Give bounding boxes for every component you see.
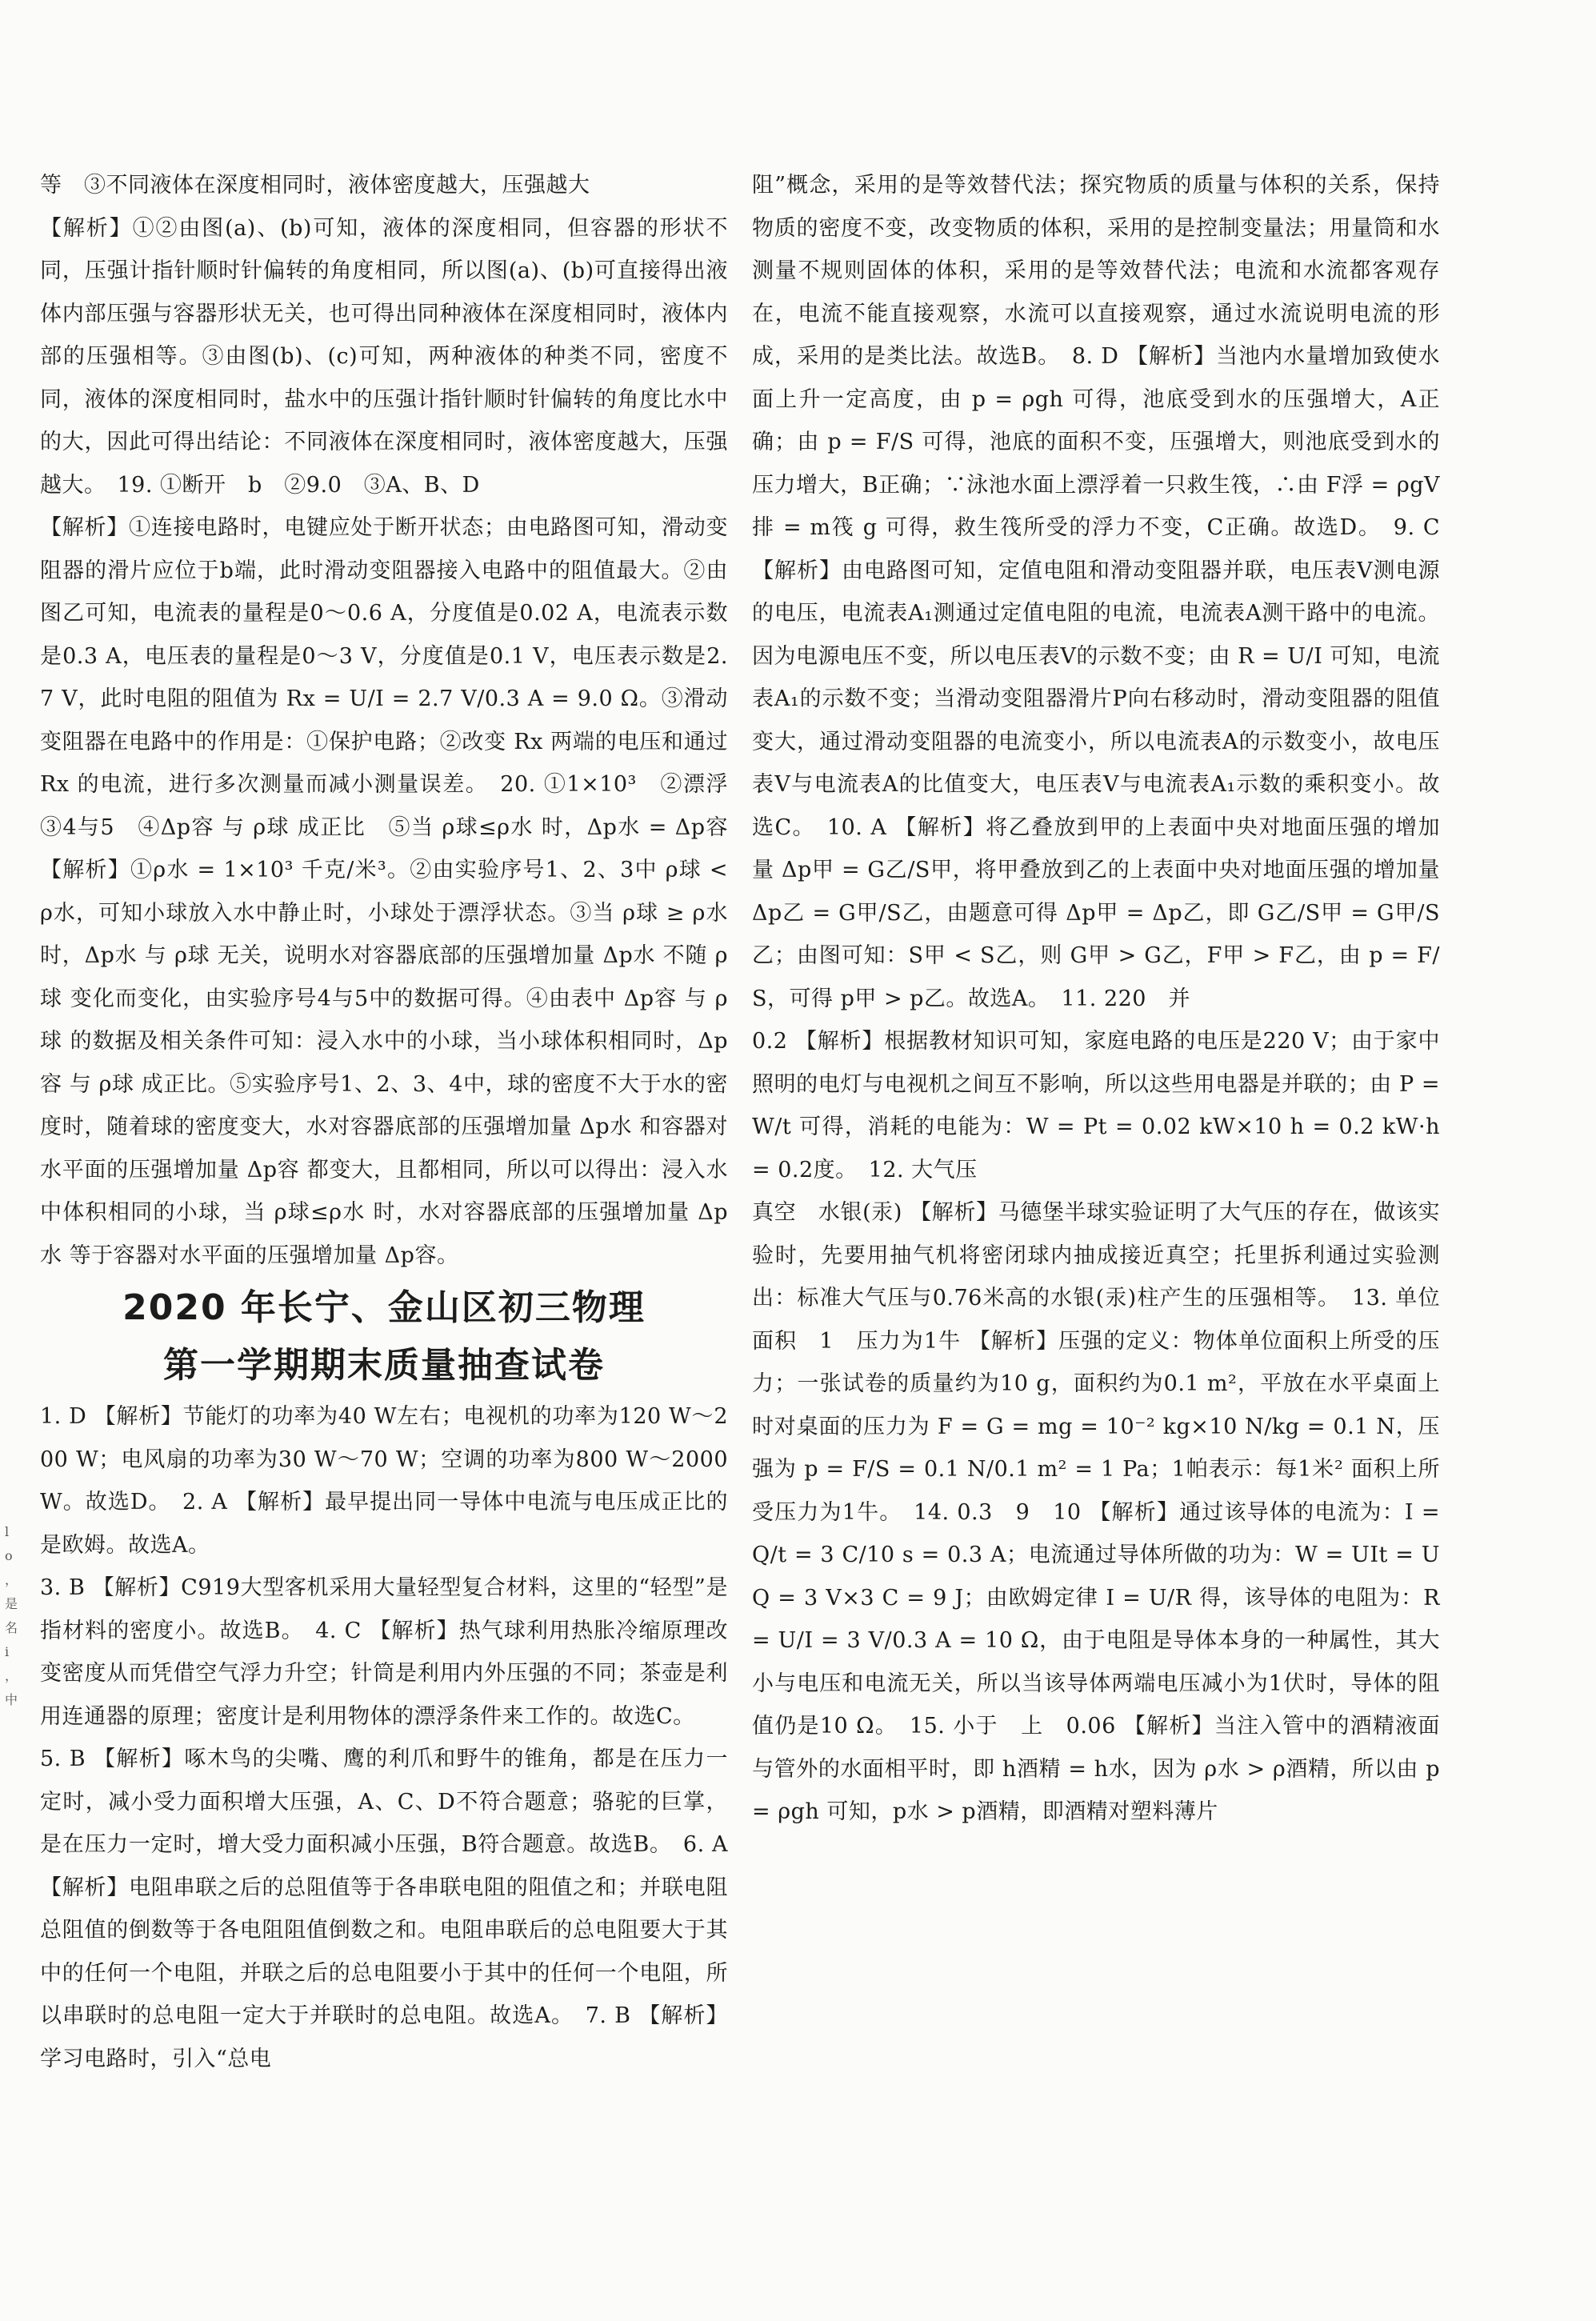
answer-paragraph: 真空 水银(汞) 【解析】马德堡半球实验证明了大气压的存在，做该实验时，先要用抽气机将密闭球内抽成接近真空；托里拆利通过实验测出：标准大气压与0.76米高的水银(汞)柱产生的压强相等。 13. 单位面积 1 压力为1牛 【解析】压强的定义：物体单位面积上所受的压力；一张试卷的质量约为10 g，面积约为0.1 m²，平放在水平桌面上时对桌面的压力为 F = G = mg = 10⁻² kg×10 N/kg = 0.1 N，压强为 p = F/S = 0.1 N/0.1 m² = 1 Pa；1帕表示：每1米² 面积上所受压力为1牛。 14. 0.3 9 10 【解析】通过该导体的电流为：I = Q/t = 3 C/10 s = 0.3 A；电流通过导体所做的功为：W = UIt = UQ = 3 V×3 C = 9 J；由欧姆定律 I = U/R 得，该导体的电阻为：R = U/I = 3 V/0.3 A = 10 Ω，由于电阻是导体本身的一种属性，其大小与电压和电流无关，所以当该导体两端电压减小为1伏时，导体的阻值仍是10 Ω。 15. 小于 上 0.06 【解析】当注入管中的酒精液面与管外的水面相平时，即 h酒精 = h水，因为 ρ水 > ρ酒精，所以由 p = ρgh 可知，p水 > p酒精，即酒精对塑料薄片 [752,1200,1440,1824]
answer-paragraph: 5. B 【解析】啄木鸟的尖嘴、鹰的利爪和野牛的锥角，都是在压力一定时，减小受力面积增大压强，A、C、D不符合题意；骆驼的巨掌，是在压力一定时，增大受力面积减小压强，B符合题意。故选B。 6. A 【解析】电阻串联之后的总阻值等于各串联电阻的阻值之和；并联电阻总阻值的倒数等于各电阻阻值倒数之和。电阻串联后的总电阻要大于其中的任何一个电阻，并联之后的总电阻要小于其中的任何一个电阻，所以串联时的总电阻一定大于并联时的总电阻。故选A。 7. B 【解析】学习电路时，引入“总电 [40,1747,728,2071]
answer-paragraph: 1. D 【解析】节能灯的功率为40 W左右；电视机的功率为120 W～200 W；电风扇的功率为30 W～70 W；空调的功率为800 W～2000 W。故选D。 2. A 【解析】最早提出同一导体中电流与电压成正比的是欧姆。故选A。 [40,1404,728,1558]
section-title-line2: 第一学期期末质量抽查试卷 [163,1345,605,1386]
answer-paragraph: 阻”概念，采用的是等效替代法；探究物质的质量与体积的关系，保持物质的密度不变，改变物质的体积，采用的是控制变量法；用量筒和水测量不规则固体的体积，采用的是等效替代法；电流和水流都客观存在，电流不能直接观察，水流可以直接观察，通过水流说明电流的形成，采用的是类比法。故选B。 8. D 【解析】当池内水量增加致使水面上升一定高度，由 p = ρgh 可得，池底受到水的压强增大，A正确；由 p = F/S 可得，池底的面积不变，压强增大，则池底受到水的压力增大，B正确；∵泳池水面上漂浮着一只救生筏，∴由 F浮 = ρgV排 = m筏 g 可得，救生筏所受的浮力不变，C正确。故选D。 9. C 【解析】由电路图可知，定值电阻和滑动变阻器并联，电压表V测电源的电压，电流表A₁测通过定值电阻的电流，电流表A测干路中的电流。因为电源电压不变，所以电压表V的示数不变；由 R = U/I 可知，电流表A₁的示数不变；当滑动变阻器滑片P向右移动时，滑动变阻器的阻值变大，通过滑动变阻器的电流变小，所以电流表A的示数变小，故电压表V与电流表A的比值变大，电压表V与电流表A₁示数的乘积变小。故选C。 10. A 【解析】将乙叠放到甲的上表面中央对地面压强的增加量 Δp甲 = G乙/S甲，将甲叠放到乙的上表面中央对地面压强的增加量 Δp乙 = G甲/S乙，由题意可得 Δp甲 = Δp乙，即 G乙/S甲 = G甲/S乙；由图可知：S甲 < S乙，则 G甲 > G乙，F甲 > F乙，由 p = F/S，可得 p甲 > p乙。故选A。 11. 220 并 [752,173,1440,1011]
answer-paragraph: 0.2 【解析】根据教材知识可知，家庭电路的电压是220 V；由于家中照明的电灯与电视机之间互不影响，所以这些用电器是并联的；由 P = W/t 可得，消耗的电能为：W = Pt = 0.02 kW×10 h = 0.2 kW·h = 0.2度。 12. 大气压 [752,1029,1440,1183]
edge-mark: ， [5,1572,18,1587]
edge-mark: l [5,1524,10,1539]
right-column [752,164,1440,1834]
answer-paragraph: 【解析】①连接电路时，电键应处于断开状态；由电路图可知，滑动变阻器的滑片应位于b端，此时滑动变阻器接入电路中的阻值最大。②由图乙可知，电流表的量程是0～0.6 A，分度值是0.02 A，电流表示数是0.3 A，电压表的量程是0～3 V，分度值是0.1 V，电压表示数是2.7 V，此时电阻的阻值为 Rx = U/I = 2.7 V/0.3 A = 9.0 Ω。③滑动变阻器在电路中的作用是：①保护电路；②改变 Rx 两端的电压和通过 Rx 的电流，进行多次测量而减小测量误差。 20. ①1×10³ ②漂浮 ③4与5 ④Δp容 与 ρ球 成正比 ⑤当 ρ球≤ρ水 时，Δp水 = Δp容 【解析】①ρ水 = 1×10³ 千克/米³。②由实验序号1、2、3中 ρ球 < ρ水，可知小球放入水中静止时，小球处于漂浮状态。③当 ρ球 ≥ ρ水 时，Δp水 与 ρ球 无关，说明水对容器底部的压强增加量 Δp水 不随 ρ球 变化而变化，由实验序号4与5中的数据可得。④由表中 Δp容 与 ρ球 的数据及相关条件可知：浸入水中的小球，当小球体积相同时，Δp容 与 ρ球 成正比。⑤实验序号1、2、3、4中，球的密度不大于水的密度时，随着球的密度变大，水对容器底部的压强增加量 Δp水 和容器对水平面的压强增加量 Δp容 都变大，且都相同，所以可以得出：浸入水中体积相同的小球，当 ρ球≤ρ水 时，水对容器底部的压强增加量 Δp水 等于容器对水平面的压强增加量 Δp容。 [40,515,750,1268]
edge-mark: 是 [5,1596,18,1611]
edge-mark: i [5,1644,10,1659]
section-title-line1: 2020 年长宁、金山区初三物理 [122,1287,646,1328]
edge-mark: o [5,1548,13,1563]
edge-mark: 名 [5,1620,18,1635]
binding-edge-marks [5,1520,16,1712]
answer-paragraph: 3. B 【解析】C919大型客机采用大量轻型复合材料，这里的“轻型”是指材料的密度小。故选B。 4. C 【解析】热气球利用热胀冷缩原理改变密度从而凭借空气浮力升空；针筒是利用内外压强的不同；茶壶是利用连通器的原理；密度计是利用物体的漂浮条件来工作的。故选C。 [40,1575,728,1729]
answer-paragraph: 等 ③不同液体在深度相同时，液体密度越大，压强越大 [40,173,590,198]
edge-mark: 中 [5,1692,18,1707]
left-column [40,164,750,2080]
answer-paragraph: 【解析】①②由图(a)、(b)可知，液体的深度相同，但容器的形状不同，压强计指针顺时针偏转的角度相同，所以图(a)、(b)可直接得出液体内部压强与容器形状无关，也可得出同种液体在深度相同时，液体内部的压强相等。③由图(b)、(c)可知，两种液体的种类不同，密度不同，液体的深度相同时，盐水中的压强计指针顺时针偏转的角度比水中的大，因此可得出结论：不同液体在深度相同时，液体密度越大，压强越大。 19. ①断开 b ②9.0 ③A、B、D [40,215,728,498]
edge-mark: ， [5,1668,18,1683]
